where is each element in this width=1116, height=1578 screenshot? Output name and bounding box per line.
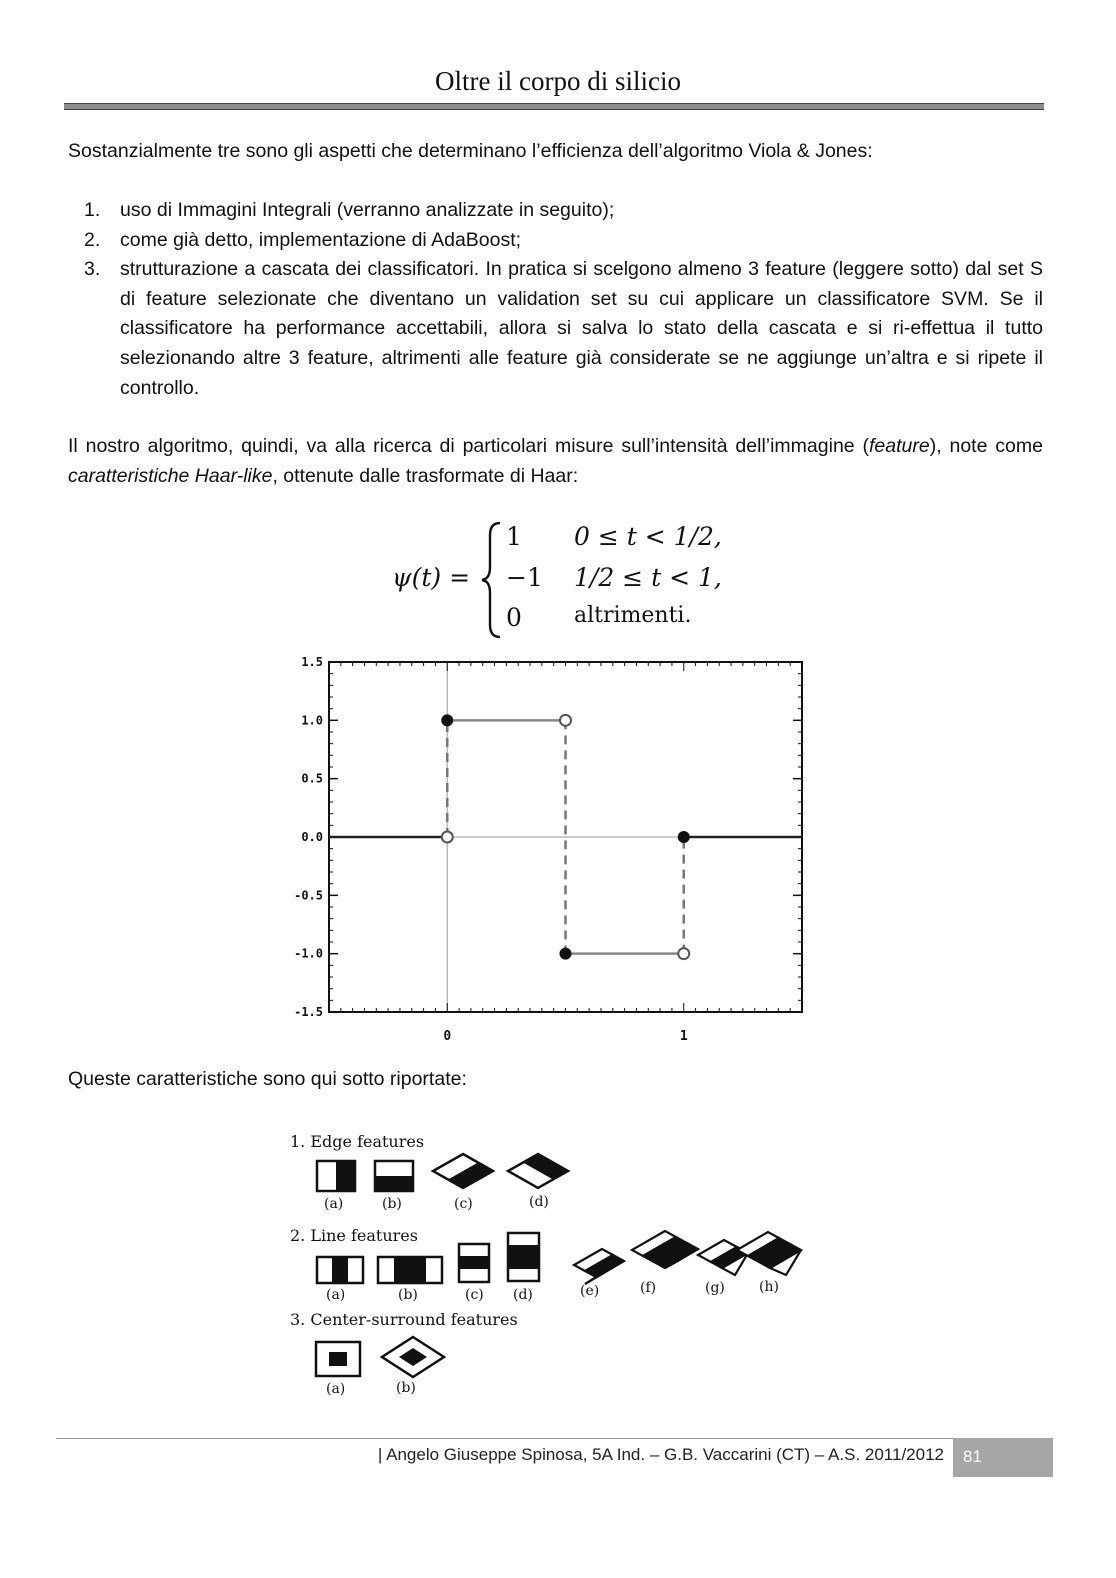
line-label: (h) [759, 1279, 779, 1295]
filled-point [560, 948, 571, 959]
feature-word: feature [869, 435, 930, 457]
line-label: (g) [705, 1280, 725, 1296]
center-feature-a-dark [329, 1352, 347, 1366]
left-brace-icon [480, 519, 506, 641]
list-item-text: come già detto, implementazione di AdaBoost; [120, 228, 522, 251]
open-point [442, 832, 453, 843]
haar-like-term: caratteristiche Haar-like [68, 465, 273, 487]
line-label: (f) [640, 1280, 657, 1296]
y-tick-label: -1.5 [294, 1005, 323, 1019]
center-label: (a) [326, 1381, 346, 1397]
intro-paragraph: Sostanzialmente tre sono gli aspetti che determinano l’efficienza dell’algoritmo Viola & Jones: [68, 140, 873, 162]
line-label: (a) [326, 1287, 346, 1303]
y-tick-label: -1.0 [294, 946, 323, 961]
line-label: (c) [465, 1287, 484, 1303]
y-tick-label: -0.5 [294, 888, 323, 903]
line-label: (e) [580, 1283, 600, 1299]
line-feature-c-dark [459, 1256, 489, 1269]
y-tick-label: 1.0 [301, 713, 323, 728]
header-rule [64, 103, 1044, 110]
line-label: (b) [398, 1287, 418, 1303]
edge-feature-a-dark [336, 1161, 355, 1191]
case-condition: altrimenti. [574, 603, 692, 628]
haar-wavelet-chart [288, 652, 814, 1044]
page-header-title: Oltre il corpo di silicio [435, 66, 681, 96]
haar-features-figure [280, 1125, 820, 1407]
haar-text-3: , ottenute dalle trasformate di Haar: [272, 465, 579, 487]
list-item-number: 2. [84, 228, 101, 251]
y-tick-label: 0.5 [301, 771, 323, 786]
open-point [560, 715, 571, 726]
aspects-list [68, 196, 1043, 403]
filled-point [442, 715, 453, 726]
line-feature-a-dark [332, 1257, 348, 1283]
list-item-number: 1. [84, 199, 101, 221]
center-surround-title: 3. Center-surround features [290, 1310, 518, 1329]
y-tick-label: 0.0 [301, 830, 323, 844]
case-value: 0 [506, 603, 522, 632]
edge-feature-b-dark [375, 1176, 413, 1191]
case-value: 1 [506, 522, 522, 551]
haar-text-2: ), note come [929, 435, 1043, 457]
page-number: 81 [963, 1447, 982, 1466]
line-feature-d-dark [508, 1245, 539, 1269]
haar-paragraph [68, 431, 1043, 491]
list-item-text: uso di Immagini Integrali (verranno analizzate in seguito); [120, 199, 615, 221]
edge-features-title: 1. Edge features [290, 1132, 425, 1151]
formula-lhs: ψ(t) = [392, 563, 471, 592]
haar-formula [392, 519, 752, 644]
line-label: (d) [513, 1287, 533, 1303]
line-feature-b-dark [394, 1257, 426, 1283]
edge-label: (d) [529, 1194, 549, 1210]
x-tick-label: 0 [443, 1029, 452, 1044]
list-item-text: strutturazione a cascata dei classificatori. In pratica si scelgono almeno 3 feature (leggere sotto) dal set S di feature selezionate che diventano un validation set su cui applicare un classificatore SVM. Se il classificatore ha performance accettabili, allora si salva lo stato della cascata e si ri-effettua il tutto selezionando altre 3 feature, altrimenti alle feature già considerate se ne aggiunge un’altra e si ripete il controllo. [120, 258, 1043, 399]
footer-text: | Angelo Giuseppe Spinosa, 5A Ind. – G.B. Vaccarini (CT) – A.S. 2011/2012 [377, 1445, 944, 1464]
list-item [68, 226, 1043, 256]
center-label: (b) [396, 1380, 416, 1396]
edge-label: (a) [324, 1196, 344, 1212]
haar-text-1: Il nostro algoritmo, quindi, va alla ricerca di particolari misure sull’intensità dell’immagine ( [68, 435, 869, 457]
edge-label: (c) [454, 1196, 473, 1212]
list-item-number: 3. [84, 258, 101, 281]
case-value: −1 [506, 563, 543, 592]
features-svg [280, 1125, 820, 1407]
chart-svg [288, 652, 814, 1044]
case-condition: 1/2 ≤ t < 1, [574, 563, 722, 592]
features-intro: Queste caratteristiche sono qui sotto riportate: [68, 1068, 467, 1090]
case-condition: 0 ≤ t < 1/2, [574, 522, 722, 551]
footer-rule [56, 1438, 1052, 1439]
line-features-title: 2. Line features [290, 1226, 418, 1245]
edge-label: (b) [382, 1196, 402, 1212]
filled-point [678, 832, 689, 843]
y-tick-label: 1.5 [301, 655, 323, 669]
list-item [68, 196, 1043, 226]
list-item [68, 255, 1043, 403]
open-point [678, 948, 689, 959]
x-tick-label: 1 [679, 1029, 688, 1044]
